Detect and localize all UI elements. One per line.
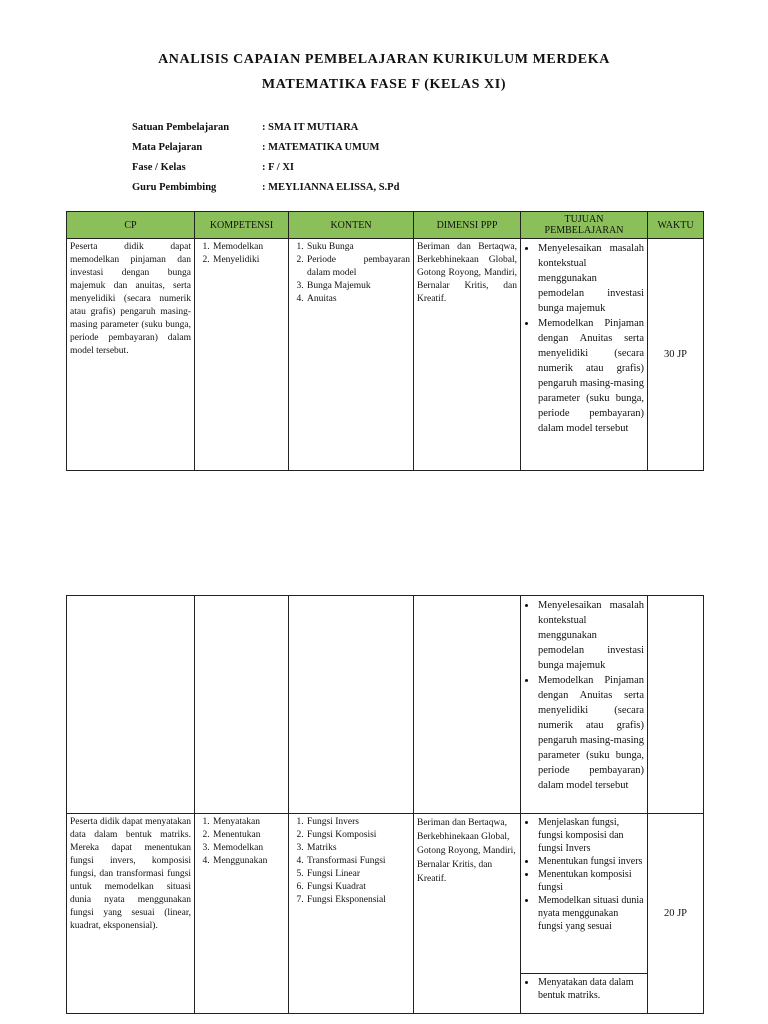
cp-cell: Peserta didik dapat memodelkan pinjaman dan investasi dengan bunga majemuk dan anuitas, serta menyelidiki (secara numerik atau grafis) pengaruh masing-masing parameter (suku bunga, periode pembayaran) dalam model tersebut. [67, 239, 195, 471]
tujuan-cell [521, 974, 648, 1014]
waktu-cell [648, 596, 704, 814]
dimensi-cell: Beriman dan Bertaqwa, Berkebhinekaan Global, Gotong Royong, Mandiri, Bernalar Kritis, dan Kreatif. [414, 239, 521, 471]
list-item: 6. Fungsi Kuadrat [306, 881, 410, 894]
list-item: • Menyelesaikan masalah kontekstual menggunakan pemodelan investasi bunga majemuk [537, 241, 644, 316]
list-item: • Memodelkan Pinjaman dengan Anuitas serta menyelidiki (secara numerik atau grafis) pengaruh masing-masing parameter (suku bunga, periode pembayaran) dalam model tersebut [537, 673, 644, 793]
dimensi-cell [414, 596, 521, 814]
info-row-mapel [132, 138, 399, 158]
list-item: • Menyelesaikan masalah kontekstual menggunakan pemodelan investasi bunga majemuk [537, 598, 644, 673]
list-item: • Memodelkan Pinjaman dengan Anuitas serta menyelidiki (secara numerik atau grafis) pengaruh masing-masing parameter (suku bunga, periode pembayaran) dalam model tersebut [537, 316, 644, 436]
info-label: Fase / Kelas [132, 162, 186, 173]
header-kompetensi: KOMPETENSI [195, 212, 289, 239]
konten-cell [289, 814, 414, 1014]
cp-cell: Peserta didik dapat menyatakan data dalam bentuk matriks. Mereka dapat menentukan fungsi invers, komposisi fungsi, dan transformasi fungsi untuk memodelkan situasi dunia nyata menggunakan fungsi yang sesuai (linear, kuadrat, eksponensial). [67, 814, 195, 1014]
kompetensi-cell [195, 814, 289, 1014]
info-row-guru [132, 178, 399, 198]
list-item: 1. Suku Bunga [306, 241, 410, 254]
info-label: Guru Pembimbing [132, 182, 217, 193]
tujuan-cell [521, 814, 648, 974]
info-value: : F / XI [262, 162, 294, 173]
waktu-cell: 20 JP [648, 814, 704, 1014]
list-item: 1. Memodelkan [212, 241, 285, 254]
document-title-line-2: MATEMATIKA FASE F (KELAS XI) [261, 77, 507, 92]
info-row-satuan [132, 118, 399, 138]
list-item: 4. Anuitas [306, 293, 410, 306]
list-item: 2. Fungsi Komposisi [306, 829, 410, 842]
list-item: 1. Fungsi Invers [306, 816, 410, 829]
document-info [132, 118, 399, 198]
header-tujuan-pembelajaran: TUJUAN PEMBELAJARAN [521, 212, 648, 239]
list-item: • Memodelkan situasi dunia nyata menggunakan fungsi yang sesuai [537, 894, 644, 933]
kompetensi-cell [195, 596, 289, 814]
konten-cell [289, 596, 414, 814]
konten-cell [289, 239, 414, 471]
list-item: 1. Menyatakan [212, 816, 285, 829]
info-value: : MATEMATIKA UMUM [262, 142, 380, 153]
list-item: 7. Fungsi Eksponensial [306, 894, 410, 907]
analysis-table-1 [66, 211, 704, 471]
info-row-fase [132, 158, 399, 178]
info-value: : SMA IT MUTIARA [262, 122, 359, 133]
table-row [67, 239, 704, 471]
kompetensi-cell [195, 239, 289, 471]
list-item: 2. Periode pembayaran dalam model [306, 254, 410, 280]
list-item: 2. Menentukan [212, 829, 285, 842]
info-label: Satuan Pembelajaran [132, 122, 230, 133]
list-item: 3. Memodelkan [212, 842, 285, 855]
waktu-cell: 30 JP [648, 239, 704, 471]
list-item: 2. Menyelidiki [212, 254, 285, 267]
table-header-row [67, 212, 704, 239]
tujuan-cell [521, 239, 648, 471]
info-label: Mata Pelajaran [132, 142, 203, 153]
document-title-line-1: ANALISIS CAPAIAN PEMBELAJARAN KURIKULUM MERDEKA [158, 52, 610, 67]
header-dimensi-ppp: DIMENSI PPP [414, 212, 521, 239]
header-waktu: WAKTU [648, 212, 704, 239]
table-row [67, 814, 704, 974]
table-row [67, 596, 704, 814]
list-item: 5. Fungsi Linear [306, 868, 410, 881]
header-cp: CP [67, 212, 195, 239]
list-item: • Menjelaskan fungsi, fungsi komposisi dan fungsi Invers [537, 816, 644, 855]
list-item: • Menentukan fungsi invers [537, 855, 644, 868]
analysis-table-2 [66, 595, 704, 1014]
cp-cell [67, 596, 195, 814]
list-item: 3. Matriks [306, 842, 410, 855]
list-item: 4. Menggunakan [212, 855, 285, 868]
list-item: • Menyatakan data dalam bentuk matriks. [537, 976, 644, 1002]
list-item: • Menentukan komposisi fungsi [537, 868, 644, 894]
list-item: 3. Bunga Majemuk [306, 280, 410, 293]
list-item: 4. Transformasi Fungsi [306, 855, 410, 868]
dimensi-cell: Beriman dan Bertaqwa, Berkebhinekaan Global, Gotong Royong, Mandiri, Bernalar Kritis, dan Kreatif. [414, 814, 521, 1014]
header-konten: KONTEN [289, 212, 414, 239]
tujuan-cell [521, 596, 648, 814]
info-value: : MEYLIANNA ELISSA, S.Pd [262, 182, 400, 193]
